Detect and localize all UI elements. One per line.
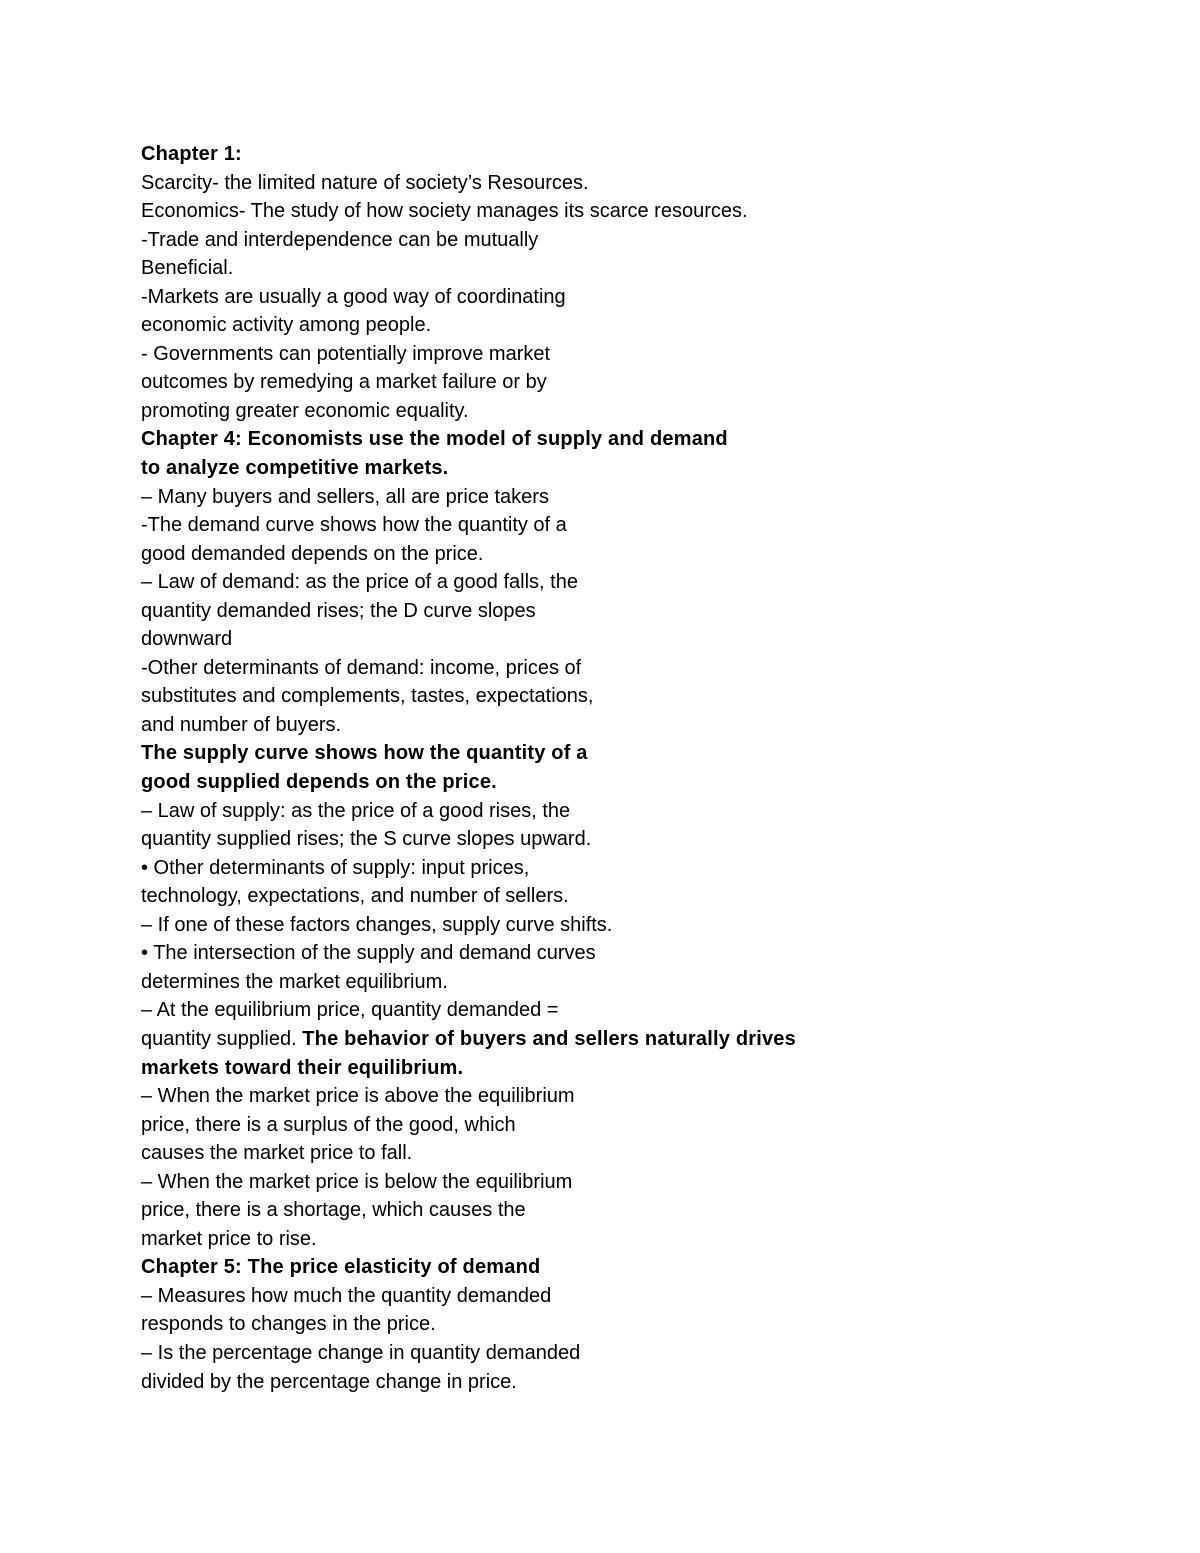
mixed-line: quantity supplied. The behavior of buyers and sellers naturally drives xyxy=(141,1027,796,1050)
text-line: technology, expectations, and number of sellers. xyxy=(141,885,569,908)
text-line: downward xyxy=(141,628,233,651)
text-line: economic activity among people. xyxy=(141,314,432,337)
text-line: – When the market price is below the equilibrium xyxy=(141,1170,573,1193)
document-body xyxy=(141,140,1121,1396)
chapter-5-heading: Chapter 5: The price elasticity of demand xyxy=(141,1256,541,1279)
text-line: – Law of demand: as the price of a good falls, the xyxy=(141,571,578,594)
text-line: quantity supplied rises; the S curve slopes upward. xyxy=(141,828,592,851)
text-line: promoting greater economic equality. xyxy=(141,399,469,422)
text-line: -Other determinants of demand: income, prices of xyxy=(141,656,582,679)
chapter-4-heading-cont: to analyze competitive markets. xyxy=(141,457,449,480)
text-line: – Many buyers and sellers, all are price takers xyxy=(141,485,549,508)
text-line: outcomes by remedying a market failure or by xyxy=(141,371,547,394)
text-line: • Other determinants of supply: input prices, xyxy=(141,856,530,879)
text-line: – When the market price is above the equilibrium xyxy=(141,1085,575,1108)
text-line: Scarcity- the limited nature of society’s Resources. xyxy=(141,171,589,194)
bold-line: markets toward their equilibrium. xyxy=(141,1056,464,1079)
text-line: Economics- The study of how society manages its scarce resources. xyxy=(141,200,748,223)
text-line: • The intersection of the supply and demand curves xyxy=(141,942,596,965)
text-line: and number of buyers. xyxy=(141,713,342,736)
text-line: – At the equilibrium price, quantity demanded = xyxy=(141,999,559,1022)
text-line: price, there is a surplus of the good, which xyxy=(141,1113,516,1136)
text-line: -The demand curve shows how the quantity of a xyxy=(141,514,567,537)
text-line: market price to rise. xyxy=(141,1227,317,1250)
text-line: – Is the percentage change in quantity demanded xyxy=(141,1341,581,1364)
text-line: determines the market equilibrium. xyxy=(141,970,448,993)
supply-heading: The supply curve shows how the quantity of a xyxy=(141,742,588,765)
text-line: -Trade and interdependence can be mutually xyxy=(141,228,539,251)
text-line: substitutes and complements, tastes, expectations, xyxy=(141,685,594,708)
chapter-4-heading: Chapter 4: Economists use the model of supply and demand xyxy=(141,428,728,451)
text-line: – Law of supply: as the price of a good rises, the xyxy=(141,799,571,822)
text-line: -Markets are usually a good way of coordinating xyxy=(141,285,566,308)
text-line: good demanded depends on the price. xyxy=(141,542,484,565)
text-line: responds to changes in the price. xyxy=(141,1313,436,1336)
text-line: Beneficial. xyxy=(141,257,234,280)
text-line: causes the market price to fall. xyxy=(141,1142,413,1165)
supply-heading-cont: good supplied depends on the price. xyxy=(141,771,497,794)
text-line: – If one of these factors changes, supply curve shifts. xyxy=(141,913,613,936)
chapter-1-heading: Chapter 1: xyxy=(141,143,242,165)
text-line: quantity demanded rises; the D curve slopes xyxy=(141,599,536,622)
text-line: – Measures how much the quantity demanded xyxy=(141,1284,552,1307)
text-line: price, there is a shortage, which causes the xyxy=(141,1199,526,1222)
text-line: divided by the percentage change in price. xyxy=(141,1370,517,1393)
text-line: - Governments can potentially improve market xyxy=(141,342,551,365)
